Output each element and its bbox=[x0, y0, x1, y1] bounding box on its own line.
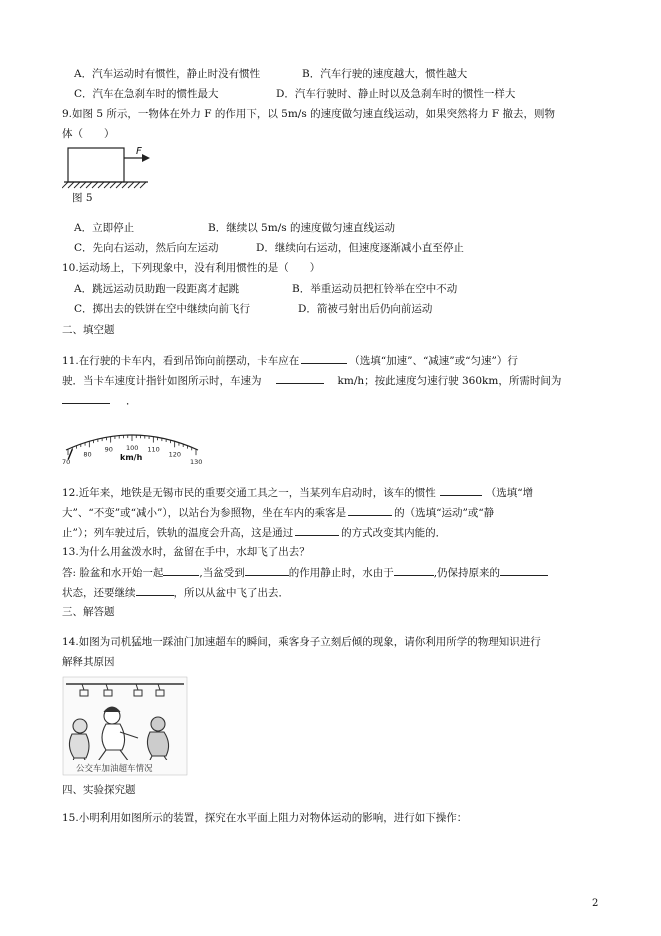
q9-option-a: A．立即停止 bbox=[74, 222, 135, 234]
force-label: F bbox=[136, 146, 142, 157]
q11-text-2b: km/h；按此速度匀速行驶 360km，所需时间为 bbox=[337, 375, 562, 387]
q13-blank-2[interactable] bbox=[245, 564, 289, 576]
ground-hatch bbox=[62, 182, 146, 188]
q10-option-d: D．箭被弓射出后仍向前运动 bbox=[298, 303, 433, 315]
q13-text-a4: ,仍保持原来的 bbox=[433, 567, 501, 579]
q13-answer-line1 bbox=[62, 564, 548, 581]
gauge-unit: km/h bbox=[120, 453, 143, 462]
q14-line2: 解释其原因 bbox=[62, 656, 115, 668]
q11-text-2a: 驶．当卡车速度计指针如图所示时，车速为 bbox=[62, 375, 262, 387]
q13-text-b1: 状态，还要继续 bbox=[62, 587, 136, 599]
q12-blank-2[interactable] bbox=[348, 504, 392, 516]
q9-option-b: B．继续以 5m/s 的速度做匀速直线运动 bbox=[208, 222, 395, 234]
gauge-tick-label: 80 bbox=[83, 450, 92, 459]
gauge-tick-label: 100 bbox=[126, 444, 139, 452]
q10-option-c: C．掷出去的铁饼在空中继续向前飞行 bbox=[74, 303, 251, 315]
arrow-head bbox=[142, 154, 150, 162]
q12-text-2b: 的（选填“运动”或“静 bbox=[394, 507, 495, 519]
q13-text-b2: ，所以从盆中飞了出去． bbox=[173, 587, 289, 599]
q8-option-d: D．汽车行驶时、静止时以及急刹车时的惯性一样大 bbox=[276, 88, 516, 100]
q11-line1 bbox=[62, 352, 518, 369]
gauge-tick-label: 120 bbox=[168, 450, 182, 459]
q11-text-3: ． bbox=[126, 395, 137, 407]
q12-line3 bbox=[62, 524, 446, 541]
q12-text-3a: 止”）；列车驶过后，铁轨的温度会升高，这是通过 bbox=[62, 527, 294, 539]
q12-text-1b: （选填“增 bbox=[485, 487, 534, 499]
q12-text-2a: 大”、“不变”或“减小”），以站台为参照物，坐在车内的乘客是 bbox=[62, 507, 347, 519]
q12-line1 bbox=[62, 484, 533, 501]
gauge-tick-label: 70 bbox=[62, 458, 71, 466]
section-heading-answer: 三、解答题 bbox=[62, 606, 115, 618]
q11-text-1b: （选填“加速”、“减速”或“匀速”）行 bbox=[349, 355, 518, 367]
q10-option-b: B．举重运动员把杠铃举在空中不动 bbox=[292, 283, 458, 295]
section-heading-experiment: 四、实验探究题 bbox=[62, 784, 136, 796]
q8-option-b: B．汽车行驶的速度越大，惯性越大 bbox=[302, 68, 468, 80]
q12-line2 bbox=[62, 504, 494, 521]
q13-blank-1[interactable] bbox=[163, 564, 199, 576]
page-number: 2 bbox=[592, 898, 599, 909]
section-heading-fill-in: 二、填空题 bbox=[62, 324, 115, 336]
q13-stem: 13.为什么用盆泼水时，盆留在手中，水却飞了出去？ bbox=[62, 546, 310, 558]
q13-text-a1: 答: 脸盆和水开始一起 bbox=[62, 567, 164, 579]
q13-blank-5[interactable] bbox=[136, 584, 174, 596]
q9-option-d: D．继续向右运动，但速度逐渐减小直至停止 bbox=[256, 242, 464, 254]
q12-blank-3[interactable] bbox=[295, 524, 339, 536]
q15-stem: 15.小明利用如图所示的装置，探究在水平面上阻力对物体运动的影响，进行如下操作： bbox=[62, 812, 468, 824]
illustration-caption: 公交车加油超车情况 bbox=[76, 764, 153, 774]
q8-option-c: C．汽车在急刹车时的惯性最大 bbox=[74, 88, 219, 100]
gauge-tick-label: 90 bbox=[104, 445, 113, 454]
q9-figure-caption: 图 5 bbox=[72, 192, 93, 204]
q11-line2 bbox=[62, 372, 561, 389]
q9-stem-line2: 体（ ） bbox=[62, 128, 115, 140]
q10-stem: 10.运动场上，下列现象中，没有利用惯性的是（ ） bbox=[62, 262, 321, 274]
q14-line1: 14.如图为司机猛地一踩油门加速超车的瞬间，乘客身子立刻后倾的现象，请你利用所学的物理知识进行 bbox=[62, 636, 541, 648]
q9-option-c: C．先向右运动，然后向左运动 bbox=[74, 242, 219, 254]
q11-line3 bbox=[62, 392, 137, 409]
block bbox=[68, 148, 124, 182]
q10-option-a: A．跳远运动员助跑一段距离才起跳 bbox=[74, 283, 240, 295]
gauge-tick-label: 130 bbox=[190, 458, 202, 466]
q13-text-a2: ,当盆受到 bbox=[199, 567, 245, 579]
q13-text-a3: 的作用静止时，水由于 bbox=[288, 567, 394, 579]
q12-blank-1[interactable] bbox=[440, 484, 482, 496]
q11-blank-1[interactable] bbox=[301, 352, 347, 364]
q9-stem-line1: 9.如图 5 所示，一物体在外力 F 的作用下，以 5m/s 的速度做匀速直线运动，如果突然将力 F 撤去，则物 bbox=[62, 108, 556, 120]
q13-blank-4[interactable] bbox=[500, 564, 548, 576]
bus-passengers-illustration bbox=[62, 676, 188, 776]
q11-blank-3[interactable] bbox=[62, 392, 110, 404]
q8-option-a: A．汽车运动时有惯性，静止时没有惯性 bbox=[74, 68, 261, 80]
q11-blank-2[interactable] bbox=[276, 372, 324, 384]
q11-text-1a: 11.在行驶的卡车内，看到吊饰向前摆动，卡车应在 bbox=[62, 355, 300, 367]
q13-blank-3[interactable] bbox=[394, 564, 434, 576]
speedometer-figure bbox=[62, 418, 202, 466]
q12-text-3b: 的方式改变其内能的． bbox=[341, 527, 447, 539]
gauge-tick-label: 110 bbox=[147, 445, 160, 454]
q12-text-1a: 12.近年来，地铁是无锡市民的重要交通工具之一，当某列车启动时，该车的惯性 bbox=[62, 487, 436, 499]
q13-answer-line2 bbox=[62, 584, 289, 601]
